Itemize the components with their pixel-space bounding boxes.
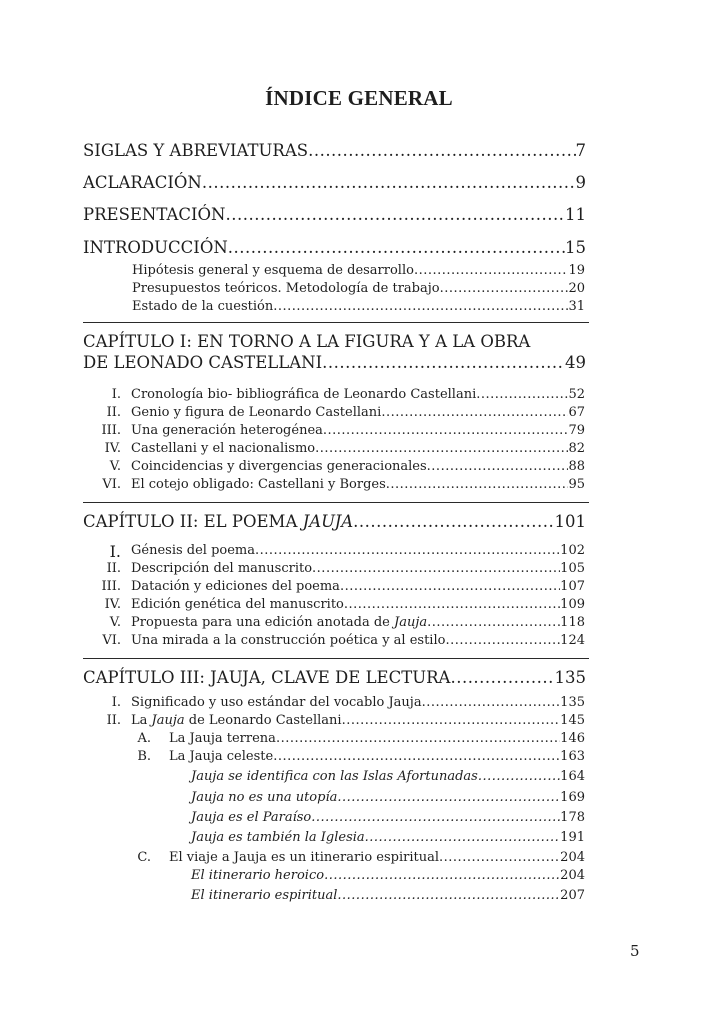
- entry-label: Datación y ediciones del poema: [131, 579, 340, 594]
- toc-subentry[interactable]: [191, 868, 585, 883]
- toc-subentry[interactable]: [191, 810, 585, 825]
- entry-page: 7: [575, 141, 586, 160]
- entry-label: CAPÍTULO III: JAUJA, CLAVE DE LECTURA: [83, 668, 451, 687]
- toc-subentry[interactable]: [131, 597, 585, 612]
- entry-page: 135: [560, 695, 585, 710]
- toc-entry-chapter-2[interactable]: [83, 512, 586, 531]
- entry-label: [83, 512, 353, 531]
- leader-dots: [414, 263, 569, 278]
- entry-label: Génesis del poema: [131, 543, 256, 558]
- toc-subentry[interactable]: [131, 633, 585, 648]
- label-italic: Jauja: [393, 615, 428, 630]
- letter-marker: C.: [137, 850, 151, 865]
- leader-dots: [353, 512, 554, 531]
- roman-numeral: VI.: [102, 477, 121, 492]
- entry-label: Jauja se identifica con las Islas Afortunadas: [191, 769, 478, 784]
- entry-page: 146: [560, 731, 585, 746]
- roman-numeral: III.: [101, 579, 121, 594]
- leader-dots: [337, 790, 560, 805]
- entry-page: 191: [560, 830, 585, 845]
- toc-entry-presentacion[interactable]: [83, 205, 586, 224]
- leader-dots: [439, 850, 560, 865]
- entry-label: Significado y uso estándar del vocablo Jauja: [131, 695, 422, 710]
- entry-label: Edición genética del manuscrito: [131, 597, 344, 612]
- entry-page: 135: [554, 668, 586, 687]
- toc-subentry[interactable]: [169, 731, 585, 746]
- leader-dots: [276, 731, 560, 746]
- entry-label: ACLARACIÓN: [83, 173, 202, 192]
- entry-page: 145: [560, 713, 585, 728]
- toc-subentry[interactable]: [191, 769, 585, 784]
- toc-subentry[interactable]: [131, 615, 585, 630]
- leader-dots: [308, 141, 575, 160]
- entry-page: 124: [560, 633, 585, 648]
- toc-subentry[interactable]: [191, 888, 585, 903]
- leader-dots: [340, 579, 560, 594]
- toc-subentry[interactable]: [132, 299, 585, 314]
- roman-numeral: II.: [106, 713, 121, 728]
- entry-label: Hipótesis general y esquema de desarrollo: [132, 263, 414, 278]
- entry-page: 95: [568, 477, 585, 492]
- roman-numeral: II.: [106, 405, 121, 420]
- roman-numeral: V.: [109, 459, 121, 474]
- toc-subentry[interactable]: [131, 543, 585, 558]
- entry-page: 31: [568, 299, 585, 314]
- entry-label: INTRODUCCIÓN: [83, 238, 228, 257]
- label-prefix: Propuesta para una edición anotada de: [131, 615, 394, 630]
- leader-dots: [255, 543, 560, 558]
- page-title: ÍNDICE GENERAL: [265, 86, 453, 110]
- entry-page: 204: [560, 850, 585, 865]
- entry-label: Una generación heterogénea: [131, 423, 323, 438]
- entry-label: Estado de la cuestión: [132, 299, 274, 314]
- entry-page: 82: [568, 441, 585, 456]
- entry-label: Genio y figura de Leonardo Castellani: [131, 405, 382, 420]
- entry-label: [131, 615, 427, 630]
- leader-dots: [476, 387, 568, 402]
- section-divider: [83, 658, 589, 659]
- toc-subentry[interactable]: [191, 830, 585, 845]
- leader-dots: [450, 668, 554, 687]
- entry-page: 207: [560, 888, 585, 903]
- entry-page: 15: [565, 238, 586, 257]
- entry-page: 20: [568, 281, 585, 296]
- leader-dots: [381, 405, 568, 420]
- entry-page: 52: [568, 387, 585, 402]
- leader-dots: [386, 477, 569, 492]
- entry-label: Jauja es el Paraíso: [191, 810, 312, 825]
- entry-label: La Jauja celeste: [169, 749, 274, 764]
- toc-subentry[interactable]: [131, 561, 585, 576]
- toc-subentry[interactable]: [169, 850, 585, 865]
- entry-label: El itinerario heroico: [191, 868, 325, 883]
- toc-entry-introduccion[interactable]: [83, 238, 586, 257]
- leader-dots: [323, 423, 569, 438]
- entry-label: PRESENTACIÓN: [83, 205, 226, 224]
- entry-page: 204: [560, 868, 585, 883]
- toc-subentry[interactable]: [191, 790, 585, 805]
- leader-dots: [365, 830, 561, 845]
- leader-dots: [311, 810, 560, 825]
- entry-label: Jauja no es una utopía: [191, 790, 338, 805]
- roman-numeral: I.: [111, 387, 121, 402]
- toc-subentry[interactable]: [131, 387, 585, 402]
- entry-page: 109: [560, 597, 585, 612]
- leader-dots: [225, 205, 565, 224]
- entry-page: 163: [560, 749, 585, 764]
- leader-dots: [228, 238, 565, 257]
- leader-dots: [478, 769, 560, 784]
- toc-subentry[interactable]: [131, 459, 585, 474]
- roman-numeral: VI.: [102, 633, 121, 648]
- entry-page: 11: [565, 205, 586, 224]
- toc-entry-chapter-1[interactable]: [83, 353, 586, 372]
- roman-numeral: V.: [109, 615, 121, 630]
- entry-page: 105: [560, 561, 585, 576]
- chapter-2-italic: JAUJA: [302, 512, 354, 531]
- toc-subentry[interactable]: [132, 281, 585, 296]
- roman-numeral: IV.: [104, 441, 121, 456]
- chapter-1-heading: CAPÍTULO I: EN TORNO A LA FIGURA Y A LA OBRA: [83, 332, 531, 351]
- toc-entry-aclaracion[interactable]: [83, 173, 586, 192]
- roman-numeral: I.: [111, 695, 121, 710]
- entry-label: Coincidencias y divergencias generacionales: [131, 459, 427, 474]
- entry-label: El viaje a Jauja es un itinerario espiritual: [169, 850, 440, 865]
- leader-dots: [315, 441, 568, 456]
- letter-marker: B.: [137, 749, 151, 764]
- toc-subentry[interactable]: [131, 423, 585, 438]
- toc-entry-siglas[interactable]: [83, 141, 586, 160]
- entry-label: La Jauja terrena: [169, 731, 276, 746]
- section-divider: [83, 322, 589, 323]
- roman-numeral: I.: [109, 542, 121, 561]
- toc-subentry[interactable]: [131, 477, 585, 492]
- toc-subentry[interactable]: [169, 749, 585, 764]
- entry-label: Una mirada a la construcción poética y al estilo: [131, 633, 446, 648]
- entry-label: Jauja es también la Iglesia: [191, 830, 365, 845]
- leader-dots: [427, 459, 569, 474]
- leader-dots: [312, 561, 560, 576]
- toc-subentry[interactable]: [131, 441, 585, 456]
- entry-label: Cronología bio- bibliográfica de Leonardo Castellani: [131, 387, 477, 402]
- entry-label: Castellani y el nacionalismo: [131, 441, 316, 456]
- leader-dots: [427, 615, 560, 630]
- entry-page: 118: [560, 615, 585, 630]
- entry-page: 79: [568, 423, 585, 438]
- leader-dots: [337, 888, 560, 903]
- toc-subentry[interactable]: [131, 713, 585, 728]
- leader-dots: [440, 281, 569, 296]
- entry-label: [131, 713, 342, 728]
- entry-page: 164: [560, 769, 585, 784]
- entry-label: Presupuestos teóricos. Metodología de trabajo: [132, 281, 440, 296]
- entry-page: 9: [575, 173, 586, 192]
- entry-page: 88: [568, 459, 585, 474]
- page-number: 5: [630, 942, 640, 960]
- entry-page: 169: [560, 790, 585, 805]
- label-prefix: La: [131, 713, 152, 728]
- roman-numeral: II.: [106, 561, 121, 576]
- label-suffix: de Leonardo Castellani: [184, 713, 342, 728]
- toc-subentry[interactable]: [132, 263, 585, 278]
- section-divider: [83, 502, 589, 503]
- toc-subentry[interactable]: [131, 579, 585, 594]
- entry-page: 101: [554, 512, 586, 531]
- leader-dots: [324, 868, 560, 883]
- toc-subentry[interactable]: [131, 695, 585, 710]
- leader-dots: [422, 695, 561, 710]
- entry-label: SIGLAS Y ABREVIATURAS: [83, 141, 309, 160]
- entry-label: El cotejo obligado: Castellani y Borges: [131, 477, 386, 492]
- entry-page: 178: [560, 810, 585, 825]
- leader-dots: [344, 597, 560, 612]
- entry-label: DE LEONADO CASTELLANI: [83, 353, 323, 372]
- leader-dots: [273, 749, 560, 764]
- entry-page: 67: [568, 405, 585, 420]
- entry-label: Descripción del manuscrito: [131, 561, 313, 576]
- letter-marker: A.: [137, 731, 151, 746]
- entry-page: 102: [560, 543, 585, 558]
- leader-dots: [202, 173, 576, 192]
- entry-page: 49: [565, 353, 586, 372]
- leader-dots: [322, 353, 565, 372]
- toc-entry-chapter-3[interactable]: [83, 668, 586, 687]
- entry-page: 107: [560, 579, 585, 594]
- label-italic: Jauja: [151, 713, 185, 728]
- leader-dots: [342, 713, 561, 728]
- entry-label: El itinerario espiritual: [191, 888, 338, 903]
- entry-page: 19: [568, 263, 585, 278]
- chapter-2-prefix: CAPÍTULO II: EL POEMA: [83, 512, 303, 531]
- leader-dots: [445, 633, 560, 648]
- leader-dots: [273, 299, 568, 314]
- toc-subentry[interactable]: [131, 405, 585, 420]
- roman-numeral: IV.: [104, 597, 121, 612]
- roman-numeral: III.: [101, 423, 121, 438]
